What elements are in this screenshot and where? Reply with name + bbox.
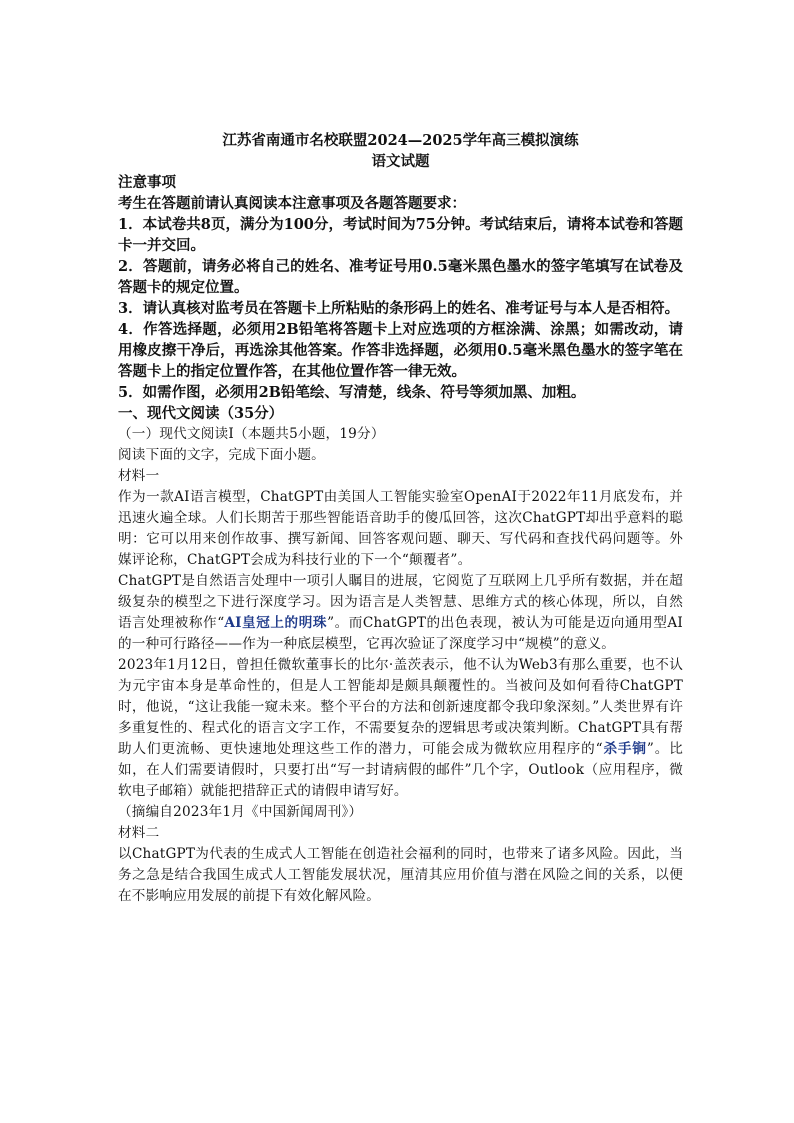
notice-intro: 考生在答题前请认真阅读本注意事项及各题答题要求： [118,195,466,212]
material-2-label: 材料二 [118,825,160,841]
highlighted-phrase: 杀手锏 [602,741,647,757]
notice-heading: 注意事项 [118,174,176,191]
notice-item-1: 1．本试卷共8页，满分为100分，考试时间为75分钟。考试结束后，请将本试卷和答题卡一并交回。 [118,216,683,254]
paragraph-text: ”。比如，在人们需要请假时，只要打出“写一封请病假的邮件”几个字，Outlook（应用程序，微软电子邮箱）就能把措辞正式的请假申请写好。 [118,741,683,799]
material-1-label: 材料一 [118,468,160,484]
paragraph-text: 2023年1月12日，曾担任微软董事长的比尔·盖茨表示，他不认为Web3有那么重要，也不认为元宇宙本身是革命性的，但是人工智能却是颇具颠覆性的。当被问及如何看待ChatGPT时，他说，“这让我能一窥未来。整个平台的方法和创新速度都令我印象深刻。”人类世界有许多重复性的、程式化的语言文字工作，不需要复杂的逻辑思考或决策判断。ChatGPT具有帮助人们更流畅、更快速地处理这些工作的潜力，可能会成为微软应用程序的“ [118,657,683,757]
material-1-source: （摘编自2023年1月《中国新闻周刊》） [118,804,363,820]
material-1-paragraph-1: 作为一款AI语言模型，ChatGPT由美国人工智能实验室OpenAI于2022年11月底发布，并迅速火遍全球。人们长期苦于那些智能语音助手的傻瓜回答，这次ChatGPT却出乎意料的聪明：它可以用来创作故事、撰写新闻、回答客观问题、聊天、写代码和查找代码问题等。外媒评论称，ChatGPT会成为科技行业的下一个“颠覆者”。 [118,489,683,568]
notice-item-2: 2．答题前，请务必将自己的姓名、准考证号用0.5毫米黑色墨水的签字笔填写在试卷及答题卡的规定位置。 [118,258,683,296]
subsection-heading: （一）现代文阅读Ⅰ（本题共5小题，19分） [118,426,385,442]
notice-item-4: 4．作答选择题，必须用2B铅笔将答题卡上对应选项的方框涂满、涂黑；如需改动，请用橡皮擦干净后，再选涂其他答案。作答非选择题，必须用0.5毫米黑色墨水的签字笔在答题卡上的指定位置作答，在其他位置作答一律无效。 [118,321,683,380]
material-1-paragraph-3 [118,655,683,802]
material-2-paragraph-1: 以ChatGPT为代表的生成式人工智能在创造社会福利的同时，也带来了诸多风险。因此，当务之急是结合我国生成式人工智能发展状况，厘清其应用价值与潜在风险之间的关系，以便在不影响应用发展的前提下有效化解风险。 [118,846,683,904]
exam-page [118,130,683,907]
notice-item-5: 5．如需作图，必须用2B铅笔绘、写清楚，线条、符号等须加黑、加粗。 [118,384,586,401]
exam-title: 江苏省南通市名校联盟2024—2025学年高三模拟演练 [222,132,579,149]
highlighted-phrase: AI皇冠上的明珠 [224,615,328,631]
paragraph-text: ”。而ChatGPT的出色表现，被认为可能是迈向通用型AI的一种可行路径——作为一种底层模型，它再次验证了深度学习中“规模”的意义。 [118,615,683,652]
material-1-paragraph-2 [118,571,683,655]
paragraph-text: ChatGPT是自然语言处理中一项引人瞩目的进展，它阅览了互联网上几乎所有数据，并在超级复杂的模型之下进行深度学习。因为语言是人类智慧、思维方式的核心体现，所以，自然语言处理被称作“ [118,573,683,631]
reading-instruction: 阅读下面的文字，完成下面小题。 [118,447,325,463]
section-heading: 一、现代文阅读（35分） [118,405,284,422]
exam-subtitle: 语文试题 [371,153,430,170]
notice-item-3: 3．请认真核对监考员在答题卡上所粘贴的条形码上的姓名、准考证号与本人是否相符。 [118,300,680,317]
